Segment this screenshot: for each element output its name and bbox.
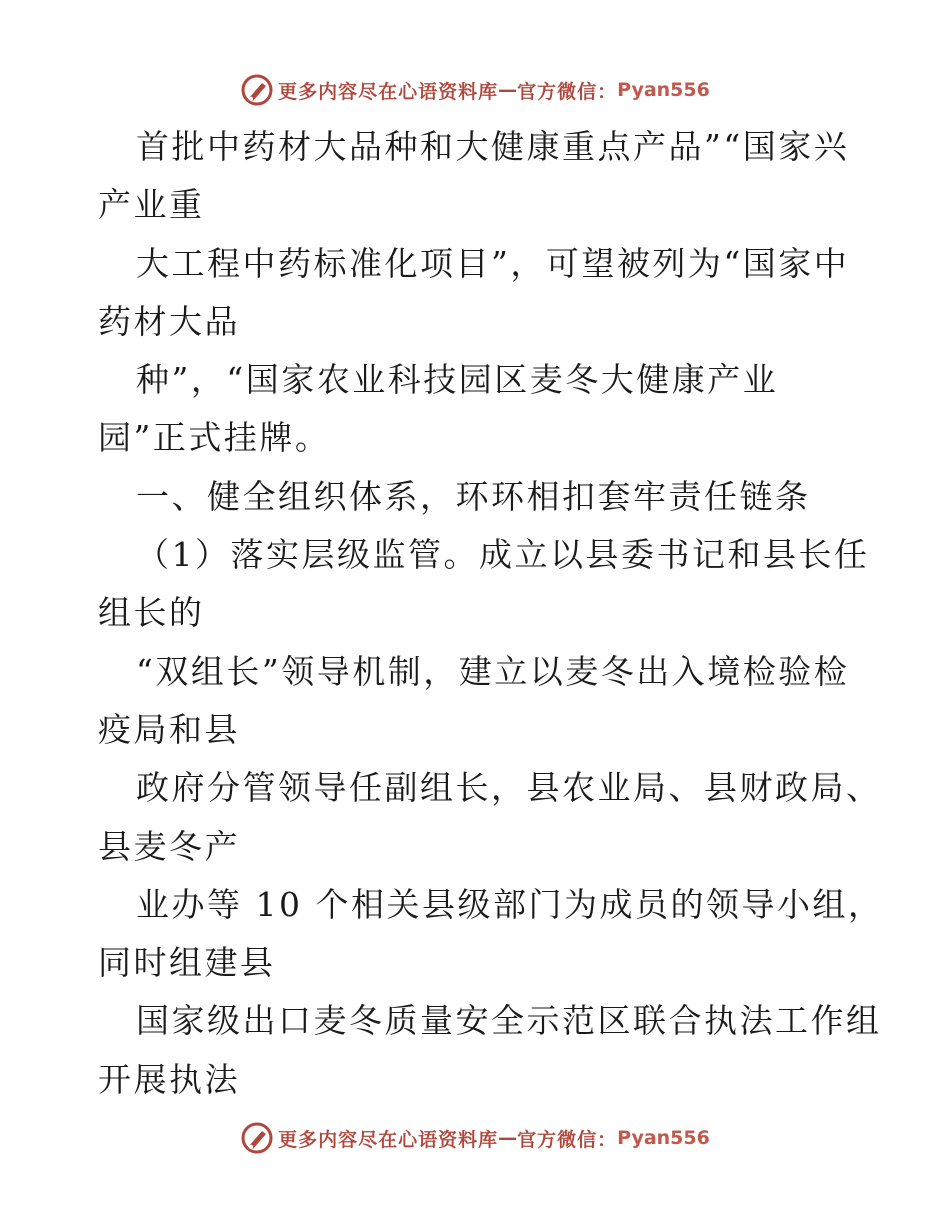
text-line: 县麦冬产	[98, 826, 240, 866]
text-line: 同时组建县	[98, 943, 276, 983]
banner-wechat-id: Pyan556	[617, 1127, 710, 1149]
text-line: 产业重	[98, 185, 205, 225]
text-line: 疫局和县	[98, 709, 240, 749]
banner-separator: —	[498, 1127, 518, 1149]
header-watermark-banner	[0, 70, 950, 110]
text-line: 大工程中药标准化项目”，可望被列为“国家中	[136, 243, 850, 283]
text-line: 一、健全组织体系，环环相扣套牢责任链条	[136, 476, 811, 516]
text-line: 业办等 10 个相关县级部门为成员的领导小组，	[136, 884, 884, 924]
text-line: 政府分管领导任副组长，县农业局、县财政局、	[136, 768, 882, 808]
text-line: 园”正式挂牌。	[98, 418, 331, 458]
text-line: 药材大品	[98, 301, 240, 341]
pen-logo-icon	[240, 73, 274, 107]
banner-separator: —	[498, 79, 518, 101]
banner-wechat-label: 官方微信：	[517, 80, 618, 103]
banner-wechat-label: 官方微信：	[517, 1128, 618, 1151]
banner-slogan: 更多内容尽在心语资料库	[278, 1128, 499, 1151]
text-line: 组长的	[98, 593, 205, 633]
text-line: 开展执法	[98, 1059, 240, 1099]
banner-slogan: 更多内容尽在心语资料库	[278, 80, 499, 103]
banner-wechat-id: Pyan556	[617, 79, 710, 101]
text-line: “双组长”领导机制，建立以麦冬出入境检验检	[136, 651, 850, 691]
document-body	[98, 118, 884, 1109]
text-line: 种”，“国家农业科技园区麦冬大健康产业	[136, 360, 779, 400]
text-line: 国家级出口麦冬质量安全示范区联合执法工作组	[136, 1001, 882, 1041]
footer-watermark-banner	[0, 1118, 950, 1158]
text-line: （1）落实层级监管。成立以县委书记和县长任	[136, 535, 870, 575]
text-line: 首批中药材大品种和大健康重点产品”“国家兴	[136, 127, 850, 166]
pen-logo-icon	[240, 1121, 274, 1155]
